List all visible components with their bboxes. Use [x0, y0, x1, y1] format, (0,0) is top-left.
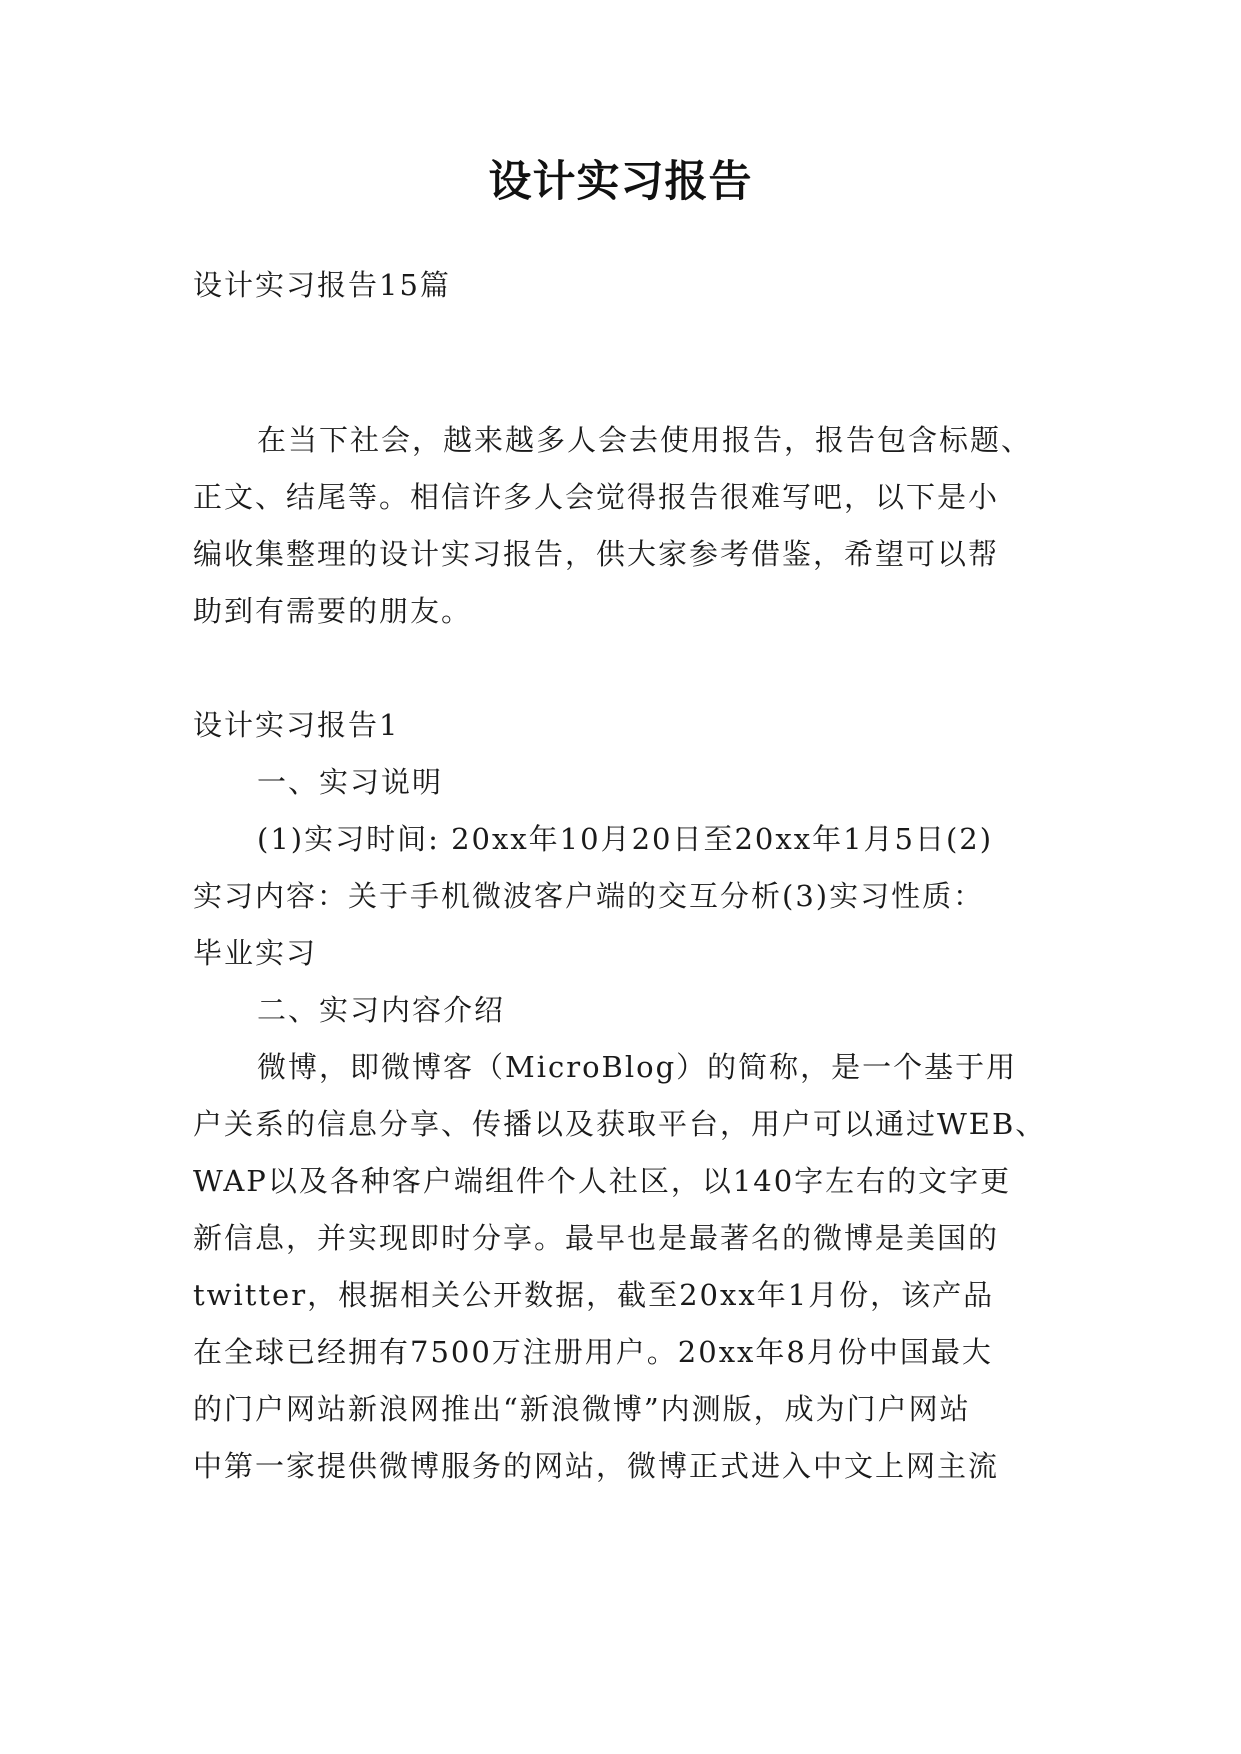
intro-line: 助到有需要的朋友。 — [193, 594, 473, 628]
body-line: WAP以及各种客户端组件个人社区，以140字左右的文字更 — [193, 1164, 1012, 1198]
section-heading: 一、实习说明 — [257, 765, 444, 799]
intro-line: 在当下社会，越来越多人会去使用报告，报告包含标题、 — [257, 423, 1033, 457]
body-line: 新信息，并实现即时分享。最早也是最著名的微博是美国的 — [193, 1221, 1000, 1255]
section-title: 设计实习报告1 — [193, 708, 400, 742]
body-line: 的门户网站新浪网推出“新浪微博”内测版，成为门户网站 — [193, 1392, 971, 1426]
info-line: 实习内容：关于手机微波客户端的交互分析(3)实习性质： — [193, 879, 985, 913]
document-title: 设计实习报告 — [488, 157, 753, 207]
body-line: twitter，根据相关公开数据，截至20xx年1月份，该产品 — [193, 1278, 995, 1312]
document-subtitle: 设计实习报告15篇 — [193, 268, 451, 302]
intro-line: 正文、结尾等。相信许多人会觉得报告很难写吧，以下是小 — [193, 480, 1000, 514]
body-line: 户关系的信息分享、传播以及获取平台，用户可以通过WEB、 — [193, 1107, 1047, 1141]
body-line: 中第一家提供微博服务的网站，微博正式进入中文上网主流 — [193, 1449, 1000, 1483]
body-line: 微博，即微博客（MicroBlog）的简称，是一个基于用 — [257, 1050, 1018, 1084]
info-line: 毕业实习 — [193, 936, 318, 970]
intro-line: 编收集整理的设计实习报告，供大家参考借鉴，希望可以帮 — [193, 537, 1000, 571]
section-heading: 二、实习内容介绍 — [257, 993, 506, 1027]
body-line: 在全球已经拥有7500万注册用户。20xx年8月份中国最大 — [193, 1335, 993, 1369]
info-line: (1)实习时间: 20xx年10月20日至20xx年1月5日(2) — [257, 822, 994, 856]
